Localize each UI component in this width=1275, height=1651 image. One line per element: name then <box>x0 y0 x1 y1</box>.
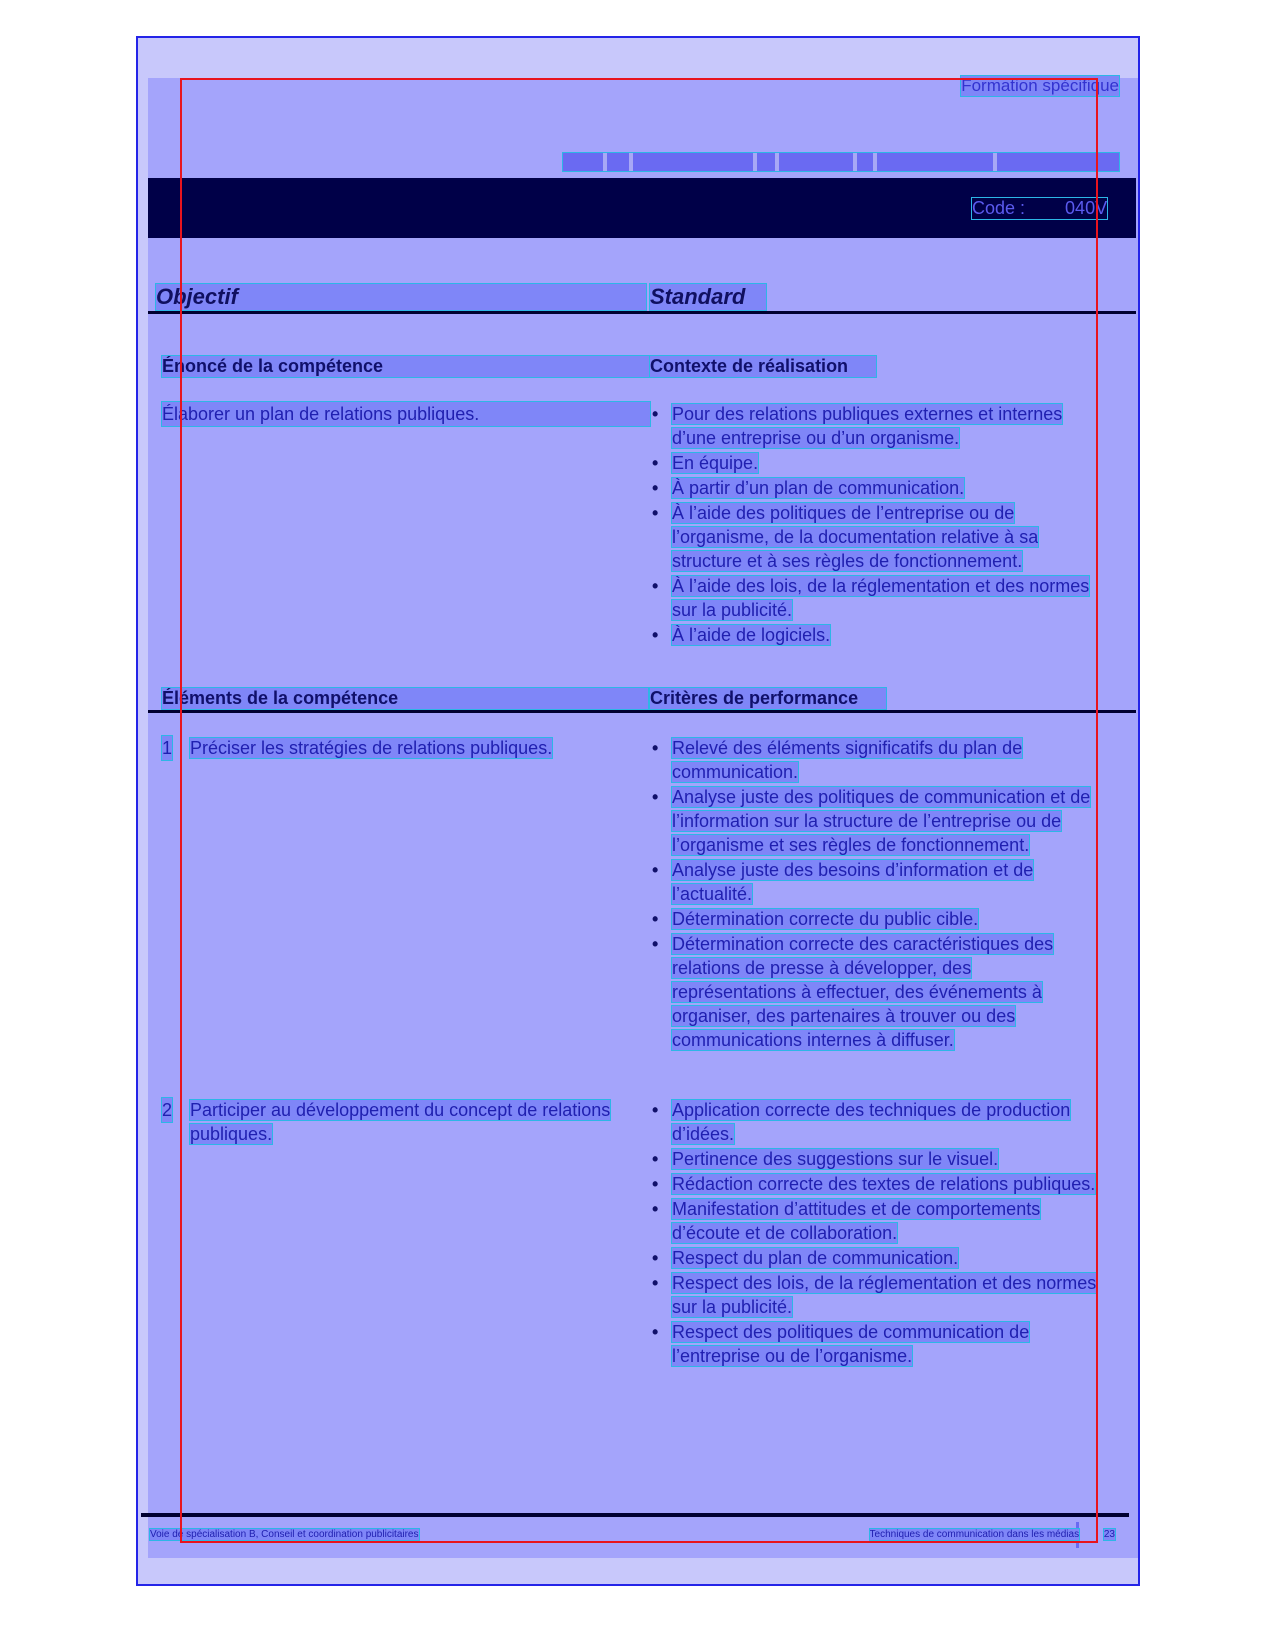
list-item: • Respect des politiques de communication de l’entreprise ou de l’organisme. <box>650 1320 1100 1368</box>
list-item: 2 Participer au développement du concept de relations publiques. <box>162 1100 611 1144</box>
footer-left: Voie de spécialisation B, Conseil et coordination publicitaires <box>150 1529 419 1540</box>
criteria-list-2 <box>650 1098 1100 1369</box>
standard-title: Standard <box>650 284 766 310</box>
code-label: Code : <box>972 198 1026 218</box>
enonce-text: Élaborer un plan de relations publiques. <box>162 402 650 426</box>
element-2 <box>162 1098 648 1146</box>
list-item: • Application correcte des techniques de production d’idées. <box>650 1098 1100 1146</box>
list-item: • À l’aide des politiques de l’entreprise ou de l’organisme, de la documentation relative à sa structure et à ses règles de fonctionnement. <box>650 501 1090 573</box>
criteria-list-1 <box>650 736 1100 1053</box>
contexte-label: Contexte de réalisation <box>650 356 876 377</box>
list-item: 1 Préciser les stratégies de relations publiques. <box>162 738 553 758</box>
elements-rule <box>148 710 1136 713</box>
list-item: • Pour des relations publiques externes et internes d’une entreprise ou d’un organisme. <box>650 402 1090 450</box>
header-pattern-bar <box>563 153 1119 171</box>
header-rule <box>148 311 1136 314</box>
list-item: • Respect des lois, de la réglementation et des normes sur la publicité. <box>650 1271 1100 1319</box>
list-item: • Analyse juste des politiques de communication et de l’information sur la structure de l’entreprise ou de l’organisme et ses règles de fonctionnement. <box>650 785 1100 857</box>
contexte-list <box>650 402 1090 648</box>
section-label: Formation spécifique <box>961 76 1119 95</box>
list-item: • À l’aide de logiciels. <box>650 623 1090 647</box>
objectif-title: Objectif <box>156 284 646 310</box>
criteres-label: Critères de performance <box>650 688 886 709</box>
list-item: • Détermination correcte des caractéristiques des relations de presse à développer, des représentations à effectuer, des événements à organiser, des partenaires à trouver ou des communications internes à diffuser. <box>650 932 1100 1052</box>
list-item: • À l’aide des lois, de la réglementation et des normes sur la publicité. <box>650 574 1090 622</box>
list-item: • À partir d’un plan de communication. <box>650 476 1090 500</box>
list-item: • Relevé des éléments significatifs du plan de communication. <box>650 736 1100 784</box>
list-item: • En équipe. <box>650 451 1090 475</box>
element-1 <box>162 736 648 760</box>
footer-title: Techniques de communication dans les médias <box>869 1529 1080 1540</box>
enonce-label: Énoncé de la compétence <box>162 356 650 377</box>
list-item: • Pertinence des suggestions sur le visuel. <box>650 1147 1100 1171</box>
list-item: • Respect du plan de communication. <box>650 1246 1100 1270</box>
footer-rule <box>141 1513 1129 1517</box>
elements-label: Éléments de la compétence <box>162 688 648 709</box>
list-item: • Analyse juste des besoins d’information et de l’actualité. <box>650 858 1100 906</box>
course-code <box>972 198 1107 219</box>
list-item: • Manifestation d’attitudes et de comportements d’écoute et de collaboration. <box>650 1197 1100 1245</box>
page-number: 23 <box>1103 1529 1115 1540</box>
list-item: • Détermination correcte du public cible. <box>650 907 1100 931</box>
code-value: 040V <box>1065 198 1108 218</box>
list-item: • Rédaction correcte des textes de relations publiques. <box>650 1172 1100 1196</box>
footer-right <box>870 1529 1115 1540</box>
